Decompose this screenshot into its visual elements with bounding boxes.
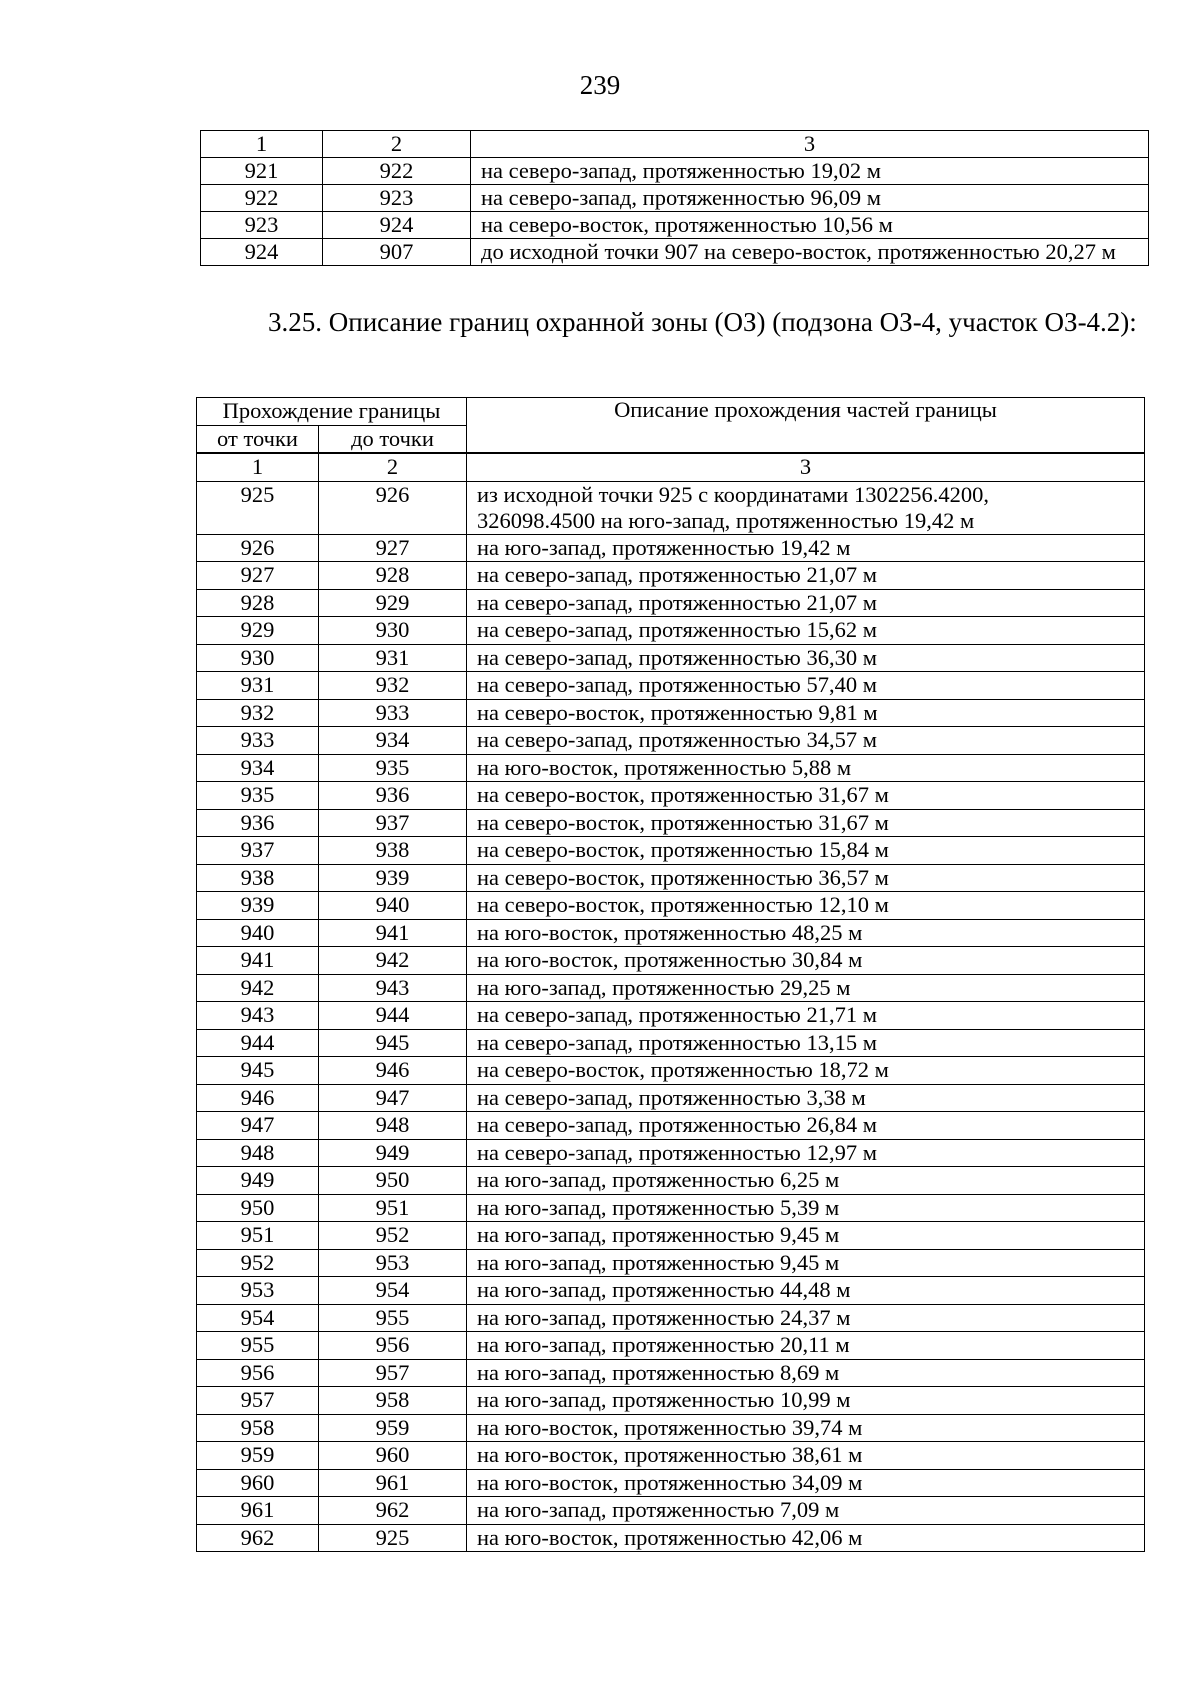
table-row bbox=[197, 1332, 1145, 1360]
to-point: 940 bbox=[319, 892, 467, 920]
table-row bbox=[197, 699, 1145, 727]
segment-description: на юго-восток, протяженностью 34,09 м bbox=[467, 1469, 1145, 1497]
from-point: 932 bbox=[197, 699, 319, 727]
from-point: 924 bbox=[201, 239, 323, 266]
from-point: 953 bbox=[197, 1277, 319, 1305]
from-point: 925 bbox=[197, 481, 319, 534]
to-point: 957 bbox=[319, 1359, 467, 1387]
description-line: 326098.4500 на юго-запад, протяженностью 19,42 м bbox=[477, 507, 975, 533]
segment-description: на северо-запад, протяженностью 19,02 м bbox=[471, 158, 1149, 185]
from-point: 922 bbox=[201, 185, 323, 212]
segment-description: на юго-восток, протяженностью 38,61 м bbox=[467, 1442, 1145, 1470]
to-point: 937 bbox=[319, 809, 467, 837]
segment-description: на северо-запад, протяженностью 13,15 м bbox=[467, 1029, 1145, 1057]
segment-description: на юго-восток, протяженностью 5,88 м bbox=[467, 754, 1145, 782]
segment-description bbox=[467, 481, 1145, 534]
table-row bbox=[197, 1222, 1145, 1250]
to-point: 933 bbox=[319, 699, 467, 727]
to-point: 955 bbox=[319, 1304, 467, 1332]
section-title: 3.25. Описание границ охранной зоны (ОЗ) (подзона ОЗ-4, участок ОЗ-4.2): bbox=[268, 307, 1137, 337]
from-point: 951 bbox=[197, 1222, 319, 1250]
column-number-2: 2 bbox=[319, 453, 467, 481]
from-point: 941 bbox=[197, 947, 319, 975]
table-row bbox=[197, 1194, 1145, 1222]
table-row bbox=[197, 1304, 1145, 1332]
segment-description: на северо-запад, протяженностью 21,07 м bbox=[467, 589, 1145, 617]
to-point: 959 bbox=[319, 1414, 467, 1442]
segment-description: на северо-запад, протяженностью 26,84 м bbox=[467, 1112, 1145, 1140]
to-point: 935 bbox=[319, 754, 467, 782]
from-point: 958 bbox=[197, 1414, 319, 1442]
table-row bbox=[197, 617, 1145, 645]
to-point: 952 bbox=[319, 1222, 467, 1250]
to-point: 951 bbox=[319, 1194, 467, 1222]
from-point: 943 bbox=[197, 1002, 319, 1030]
segment-description: на юго-восток, протяженностью 42,06 м bbox=[467, 1524, 1145, 1552]
to-point: 939 bbox=[319, 864, 467, 892]
from-point: 928 bbox=[197, 589, 319, 617]
segment-description: на северо-восток, протяженностью 36,57 м bbox=[467, 864, 1145, 892]
segment-description: на юго-восток, протяженностью 39,74 м bbox=[467, 1414, 1145, 1442]
to-point: 944 bbox=[319, 1002, 467, 1030]
table-row bbox=[197, 481, 1145, 534]
table-row bbox=[197, 974, 1145, 1002]
table-row bbox=[197, 727, 1145, 755]
to-point: 941 bbox=[319, 919, 467, 947]
to-point: 954 bbox=[319, 1277, 467, 1305]
description-line: из исходной точки 925 с координатами 1302256.4200, bbox=[477, 481, 989, 507]
to-point: 953 bbox=[319, 1249, 467, 1277]
table-row bbox=[201, 239, 1149, 266]
column-number-3: 3 bbox=[471, 131, 1149, 158]
to-point: 945 bbox=[319, 1029, 467, 1057]
from-point: 939 bbox=[197, 892, 319, 920]
table-row bbox=[197, 1112, 1145, 1140]
to-point: 936 bbox=[319, 782, 467, 810]
table-row bbox=[197, 1414, 1145, 1442]
page-number: 239 bbox=[579, 70, 621, 100]
segment-description: на северо-восток, протяженностью 18,72 м bbox=[467, 1057, 1145, 1085]
segment-description: на северо-восток, протяженностью 31,67 м bbox=[467, 809, 1145, 837]
table-row bbox=[201, 185, 1149, 212]
from-point: 944 bbox=[197, 1029, 319, 1057]
to-point: 962 bbox=[319, 1497, 467, 1525]
table-row bbox=[197, 1524, 1145, 1552]
from-point: 959 bbox=[197, 1442, 319, 1470]
table-row bbox=[197, 809, 1145, 837]
from-point: 947 bbox=[197, 1112, 319, 1140]
segment-description: на юго-запад, протяженностью 8,69 м bbox=[467, 1359, 1145, 1387]
from-point: 946 bbox=[197, 1084, 319, 1112]
from-point: 940 bbox=[197, 919, 319, 947]
segment-description: на юго-запад, протяженностью 9,45 м bbox=[467, 1249, 1145, 1277]
to-point: 942 bbox=[319, 947, 467, 975]
to-point: 930 bbox=[319, 617, 467, 645]
segment-description: на юго-запад, протяженностью 29,25 м bbox=[467, 974, 1145, 1002]
to-point: 932 bbox=[319, 672, 467, 700]
table-row bbox=[197, 644, 1145, 672]
from-point: 935 bbox=[197, 782, 319, 810]
from-point: 929 bbox=[197, 617, 319, 645]
column-number-3: 3 bbox=[467, 453, 1145, 481]
from-point: 936 bbox=[197, 809, 319, 837]
boundary-table bbox=[196, 397, 1145, 1552]
column-number-row bbox=[197, 453, 1145, 481]
segment-description: на юго-запад, протяженностью 7,09 м bbox=[467, 1497, 1145, 1525]
segment-description: на северо-запад, протяженностью 57,40 м bbox=[467, 672, 1145, 700]
to-point: 925 bbox=[319, 1524, 467, 1552]
column-number-1: 1 bbox=[201, 131, 323, 158]
segment-description: на северо-восток, протяженностью 31,67 м bbox=[467, 782, 1145, 810]
to-point: 956 bbox=[319, 1332, 467, 1360]
segment-description: на северо-запад, протяженностью 12,97 м bbox=[467, 1139, 1145, 1167]
to-point: 927 bbox=[319, 534, 467, 562]
to-point: 929 bbox=[319, 589, 467, 617]
from-point: 942 bbox=[197, 974, 319, 1002]
table-row bbox=[197, 1277, 1145, 1305]
to-point: 922 bbox=[323, 158, 471, 185]
segment-description: на юго-запад, протяженностью 24,37 м bbox=[467, 1304, 1145, 1332]
table-row bbox=[197, 1387, 1145, 1415]
from-point: 961 bbox=[197, 1497, 319, 1525]
to-point: 924 bbox=[323, 212, 471, 239]
segment-description: на северо-запад, протяженностью 15,62 м bbox=[467, 617, 1145, 645]
table-row bbox=[197, 672, 1145, 700]
column-number-row bbox=[201, 131, 1149, 158]
to-point: 949 bbox=[319, 1139, 467, 1167]
to-point: 934 bbox=[319, 727, 467, 755]
table-row bbox=[197, 919, 1145, 947]
to-point: 928 bbox=[319, 562, 467, 590]
from-point: 960 bbox=[197, 1469, 319, 1497]
to-point: 926 bbox=[319, 481, 467, 534]
segment-description: на северо-запад, протяженностью 3,38 м bbox=[467, 1084, 1145, 1112]
segment-description: на юго-запад, протяженностью 19,42 м bbox=[467, 534, 1145, 562]
from-point: 948 bbox=[197, 1139, 319, 1167]
table-row bbox=[197, 1359, 1145, 1387]
from-point: 937 bbox=[197, 837, 319, 865]
table-row bbox=[197, 1497, 1145, 1525]
table-row bbox=[197, 892, 1145, 920]
header-to-point: до точки bbox=[319, 425, 467, 453]
header-description: Описание прохождения частей границы bbox=[467, 398, 1145, 454]
header-row-group bbox=[197, 398, 1145, 426]
segment-description: на северо-запад, протяженностью 21,71 м bbox=[467, 1002, 1145, 1030]
to-point: 961 bbox=[319, 1469, 467, 1497]
table-row bbox=[197, 1139, 1145, 1167]
from-point: 938 bbox=[197, 864, 319, 892]
segment-description: на северо-запад, протяженностью 96,09 м bbox=[471, 185, 1149, 212]
from-point: 945 bbox=[197, 1057, 319, 1085]
segment-description: на юго-восток, протяженностью 48,25 м bbox=[467, 919, 1145, 947]
table-row bbox=[201, 158, 1149, 185]
segment-description: на северо-запад, протяженностью 36,30 м bbox=[467, 644, 1145, 672]
from-point: 957 bbox=[197, 1387, 319, 1415]
from-point: 954 bbox=[197, 1304, 319, 1332]
to-point: 938 bbox=[319, 837, 467, 865]
from-point: 927 bbox=[197, 562, 319, 590]
table-row bbox=[197, 534, 1145, 562]
to-point: 931 bbox=[319, 644, 467, 672]
table-row bbox=[197, 864, 1145, 892]
table-row bbox=[197, 562, 1145, 590]
from-point: 921 bbox=[201, 158, 323, 185]
from-point: 931 bbox=[197, 672, 319, 700]
segment-description: на северо-восток, протяженностью 12,10 м bbox=[467, 892, 1145, 920]
from-point: 949 bbox=[197, 1167, 319, 1195]
segment-description: на юго-запад, протяженностью 10,99 м bbox=[467, 1387, 1145, 1415]
from-point: 933 bbox=[197, 727, 319, 755]
to-point: 960 bbox=[319, 1442, 467, 1470]
boundary-table-continued bbox=[200, 130, 1149, 266]
from-point: 956 bbox=[197, 1359, 319, 1387]
to-point: 923 bbox=[323, 185, 471, 212]
from-point: 952 bbox=[197, 1249, 319, 1277]
table-row bbox=[197, 1469, 1145, 1497]
table-row bbox=[201, 212, 1149, 239]
table-row bbox=[197, 947, 1145, 975]
segment-description: до исходной точки 907 на северо-восток, протяженностью 20,27 м bbox=[471, 239, 1149, 266]
table-row bbox=[197, 1167, 1145, 1195]
segment-description: на северо-восток, протяженностью 10,56 м bbox=[471, 212, 1149, 239]
table-row bbox=[197, 1084, 1145, 1112]
segment-description: на северо-запад, протяженностью 21,07 м bbox=[467, 562, 1145, 590]
to-point: 907 bbox=[323, 239, 471, 266]
from-point: 955 bbox=[197, 1332, 319, 1360]
to-point: 950 bbox=[319, 1167, 467, 1195]
segment-description: на северо-восток, протяженностью 15,84 м bbox=[467, 837, 1145, 865]
from-point: 950 bbox=[197, 1194, 319, 1222]
table-row bbox=[197, 1029, 1145, 1057]
table-row bbox=[197, 1442, 1145, 1470]
segment-description: на юго-запад, протяженностью 44,48 м bbox=[467, 1277, 1145, 1305]
from-point: 934 bbox=[197, 754, 319, 782]
segment-description: на юго-запад, протяженностью 20,11 м bbox=[467, 1332, 1145, 1360]
column-number-2: 2 bbox=[323, 131, 471, 158]
segment-description: на юго-запад, протяженностью 5,39 м bbox=[467, 1194, 1145, 1222]
table-row bbox=[197, 782, 1145, 810]
from-point: 923 bbox=[201, 212, 323, 239]
from-point: 930 bbox=[197, 644, 319, 672]
segment-description: на северо-восток, протяженностью 9,81 м bbox=[467, 699, 1145, 727]
to-point: 948 bbox=[319, 1112, 467, 1140]
segment-description: на юго-восток, протяженностью 30,84 м bbox=[467, 947, 1145, 975]
from-point: 962 bbox=[197, 1524, 319, 1552]
table-row bbox=[197, 589, 1145, 617]
segment-description: на юго-запад, протяженностью 6,25 м bbox=[467, 1167, 1145, 1195]
to-point: 946 bbox=[319, 1057, 467, 1085]
to-point: 943 bbox=[319, 974, 467, 1002]
header-boundary-passage: Прохождение границы bbox=[197, 398, 467, 426]
column-number-1: 1 bbox=[197, 453, 319, 481]
table-row bbox=[197, 754, 1145, 782]
segment-description: на юго-запад, протяженностью 9,45 м bbox=[467, 1222, 1145, 1250]
table-row bbox=[197, 1249, 1145, 1277]
from-point: 926 bbox=[197, 534, 319, 562]
header-from-point: от точки bbox=[197, 425, 319, 453]
table-row bbox=[197, 837, 1145, 865]
to-point: 947 bbox=[319, 1084, 467, 1112]
table-row bbox=[197, 1002, 1145, 1030]
table-row bbox=[197, 1057, 1145, 1085]
to-point: 958 bbox=[319, 1387, 467, 1415]
segment-description: на северо-запад, протяженностью 34,57 м bbox=[467, 727, 1145, 755]
